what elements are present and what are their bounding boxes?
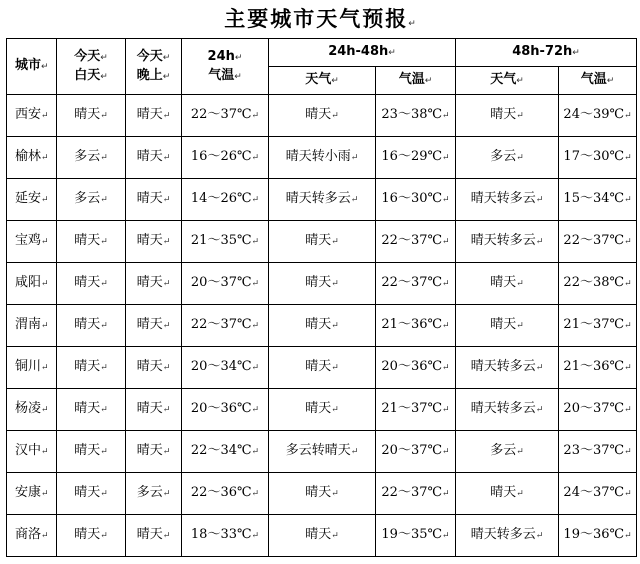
temp-48h-cell: 22～37℃↵ [376,221,456,263]
temp-24h-cell: 22～34℃↵ [182,431,269,473]
weather-72h-cell: 晴天↵ [456,263,559,305]
city-cell: 宝鸡↵ [7,221,57,263]
temp-72h-cell: 17～30℃↵ [559,137,637,179]
weather-48h-cell: 晴天↵ [269,305,376,347]
today-day-cell: 晴天↵ [57,263,126,305]
today-night-cell: 晴天↵ [126,347,182,389]
temp-48h-cell: 21～37℃↵ [376,389,456,431]
today-day-cell: 晴天↵ [57,389,126,431]
today-day-cell: 晴天↵ [57,347,126,389]
temp-24h-cell: 22～37℃↵ [182,95,269,137]
header-row-1 [7,39,637,67]
temp-48h-cell: 21～36℃↵ [376,305,456,347]
weather-forecast-table [6,38,637,557]
city-cell: 商洛↵ [7,515,57,557]
temp-24h-cell: 16～26℃↵ [182,137,269,179]
today-night-cell: 晴天↵ [126,305,182,347]
document-title [0,4,640,39]
paragraph-mark-icon: ↵ [408,19,416,29]
header-48-temp: 气温↵ [376,67,456,95]
today-day-cell: 多云↵ [57,137,126,179]
table-row [7,389,637,431]
weather-72h-cell: 晴天转多云↵ [456,347,559,389]
today-night-cell: 晴天↵ [126,263,182,305]
temp-24h-cell: 20～37℃↵ [182,263,269,305]
today-day-cell: 多云↵ [57,179,126,221]
city-cell: 杨凌↵ [7,389,57,431]
temp-72h-cell: 22～38℃↵ [559,263,637,305]
table-row [7,305,637,347]
weather-48h-cell: 晴天↵ [269,347,376,389]
city-cell: 安康↵ [7,473,57,515]
city-cell: 延安↵ [7,179,57,221]
weather-48h-cell: 晴天↵ [269,263,376,305]
header-today-day: 今天↵ 白天↵ [57,39,126,95]
temp-48h-cell: 19～35℃↵ [376,515,456,557]
weather-48h-cell: 晴天↵ [269,515,376,557]
today-night-cell: 晴天↵ [126,95,182,137]
today-night-cell: 晴天↵ [126,137,182,179]
header-72-weather: 天气↵ [456,67,559,95]
weather-48h-cell: 晴天↵ [269,473,376,515]
today-day-cell: 晴天↵ [57,221,126,263]
temp-48h-cell: 16～30℃↵ [376,179,456,221]
today-night-cell: 多云↵ [126,473,182,515]
temp-72h-cell: 21～36℃↵ [559,347,637,389]
temp-72h-cell: 21～37℃↵ [559,305,637,347]
temp-24h-cell: 22～37℃↵ [182,305,269,347]
temp-24h-cell: 20～34℃↵ [182,347,269,389]
city-cell: 榆林↵ [7,137,57,179]
header-24h-temp: 24h↵ 气温↵ [182,39,269,95]
weather-72h-cell: 多云↵ [456,431,559,473]
header-24h-48h: 24h-48h↵ [269,39,456,67]
table-row [7,179,637,221]
temp-72h-cell: 24～39℃↵ [559,95,637,137]
today-day-cell: 晴天↵ [57,305,126,347]
temp-72h-cell: 20～37℃↵ [559,389,637,431]
temp-24h-cell: 22～36℃↵ [182,473,269,515]
city-cell: 西安↵ [7,95,57,137]
weather-72h-cell: 晴天转多云↵ [456,179,559,221]
city-cell: 铜川↵ [7,347,57,389]
today-day-cell: 晴天↵ [57,515,126,557]
today-day-cell: 晴天↵ [57,473,126,515]
today-night-cell: 晴天↵ [126,179,182,221]
weather-48h-cell: 多云转晴天↵ [269,431,376,473]
title-text: 主要城市天气预报 [224,7,409,31]
header-today-night: 今天↵ 晚上↵ [126,39,182,95]
weather-48h-cell: 晴天转小雨↵ [269,137,376,179]
weather-48h-cell: 晴天↵ [269,95,376,137]
temp-48h-cell: 22～37℃↵ [376,473,456,515]
table-row [7,221,637,263]
table-row [7,473,637,515]
table-row [7,95,637,137]
table-row [7,347,637,389]
weather-72h-cell: 晴天转多云↵ [456,389,559,431]
temp-24h-cell: 14～26℃↵ [182,179,269,221]
table-row [7,137,637,179]
table-row [7,263,637,305]
today-night-cell: 晴天↵ [126,221,182,263]
temp-24h-cell: 20～36℃↵ [182,389,269,431]
temp-48h-cell: 22～37℃↵ [376,263,456,305]
temp-72h-cell: 24～37℃↵ [559,473,637,515]
city-cell: 渭南↵ [7,305,57,347]
temp-48h-cell: 20～36℃↵ [376,347,456,389]
header-72-temp: 气温↵ [559,67,637,95]
weather-72h-cell: 晴天↵ [456,305,559,347]
weather-72h-cell: 晴天转多云↵ [456,221,559,263]
today-night-cell: 晴天↵ [126,515,182,557]
temp-48h-cell: 20～37℃↵ [376,431,456,473]
table-row [7,515,637,557]
temp-72h-cell: 23～37℃↵ [559,431,637,473]
city-cell: 咸阳↵ [7,263,57,305]
header-48h-72h: 48h-72h↵ [456,39,637,67]
city-cell: 汉中↵ [7,431,57,473]
weather-72h-cell: 晴天转多云↵ [456,515,559,557]
weather-48h-cell: 晴天↵ [269,389,376,431]
table-row [7,431,637,473]
temp-48h-cell: 16～29℃↵ [376,137,456,179]
weather-72h-cell: 多云↵ [456,137,559,179]
temp-72h-cell: 19～36℃↵ [559,515,637,557]
today-day-cell: 晴天↵ [57,431,126,473]
header-48-weather: 天气↵ [269,67,376,95]
temp-72h-cell: 22～37℃↵ [559,221,637,263]
today-night-cell: 晴天↵ [126,431,182,473]
temp-48h-cell: 23～38℃↵ [376,95,456,137]
temp-24h-cell: 18～33℃↵ [182,515,269,557]
weather-48h-cell: 晴天转多云↵ [269,179,376,221]
temp-24h-cell: 21～35℃↵ [182,221,269,263]
today-day-cell: 晴天↵ [57,95,126,137]
header-city: 城市↵ [7,39,57,95]
today-night-cell: 晴天↵ [126,389,182,431]
temp-72h-cell: 15～34℃↵ [559,179,637,221]
weather-48h-cell: 晴天↵ [269,221,376,263]
weather-72h-cell: 晴天↵ [456,95,559,137]
weather-72h-cell: 晴天↵ [456,473,559,515]
